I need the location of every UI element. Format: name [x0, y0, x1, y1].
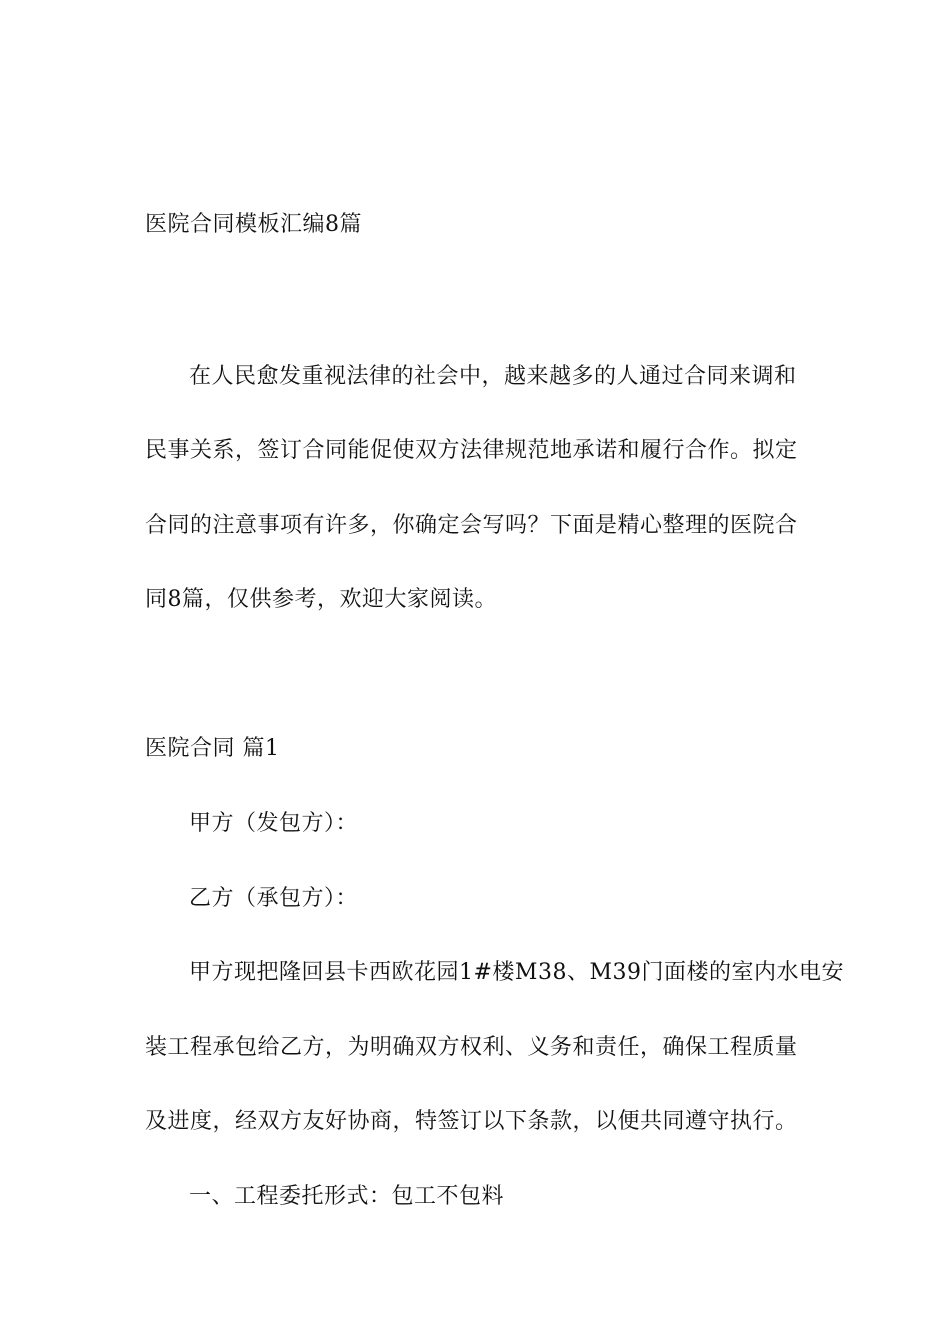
party-b-label: 乙方（承包方）： [189, 886, 359, 911]
party-a-label: 甲方（发包方）： [189, 811, 359, 836]
document-title: 医院合同模板汇编8篇 [145, 212, 362, 237]
section-heading: 医院合同 篇1 [145, 736, 280, 761]
intro-line: 在人民愈发重视法律的社会中，越来越多的人通过合同来调和 [189, 364, 797, 389]
intro-line: 同8篇，仅供参考，欢迎大家阅读。 [145, 587, 497, 612]
intro-line: 合同的注意事项有许多，你确定会写吗？下面是精心整理的医院合 [145, 513, 798, 538]
clause-heading: 一、工程委托形式：包工不包料 [189, 1184, 505, 1209]
body-line: 装工程承包给乙方，为明确双方权利、义务和责任，确保工程质量 [145, 1035, 798, 1060]
body-line: 甲方现把隆回县卡西欧花园1#楼M38、M39门面楼的室内水电安 [189, 960, 844, 985]
body-line: 及进度，经双方友好协商，特签订以下条款，以便共同遵守执行。 [145, 1109, 798, 1134]
intro-line: 民事关系，签订合同能促使双方法律规范地承诺和履行合作。拟定 [145, 438, 798, 463]
